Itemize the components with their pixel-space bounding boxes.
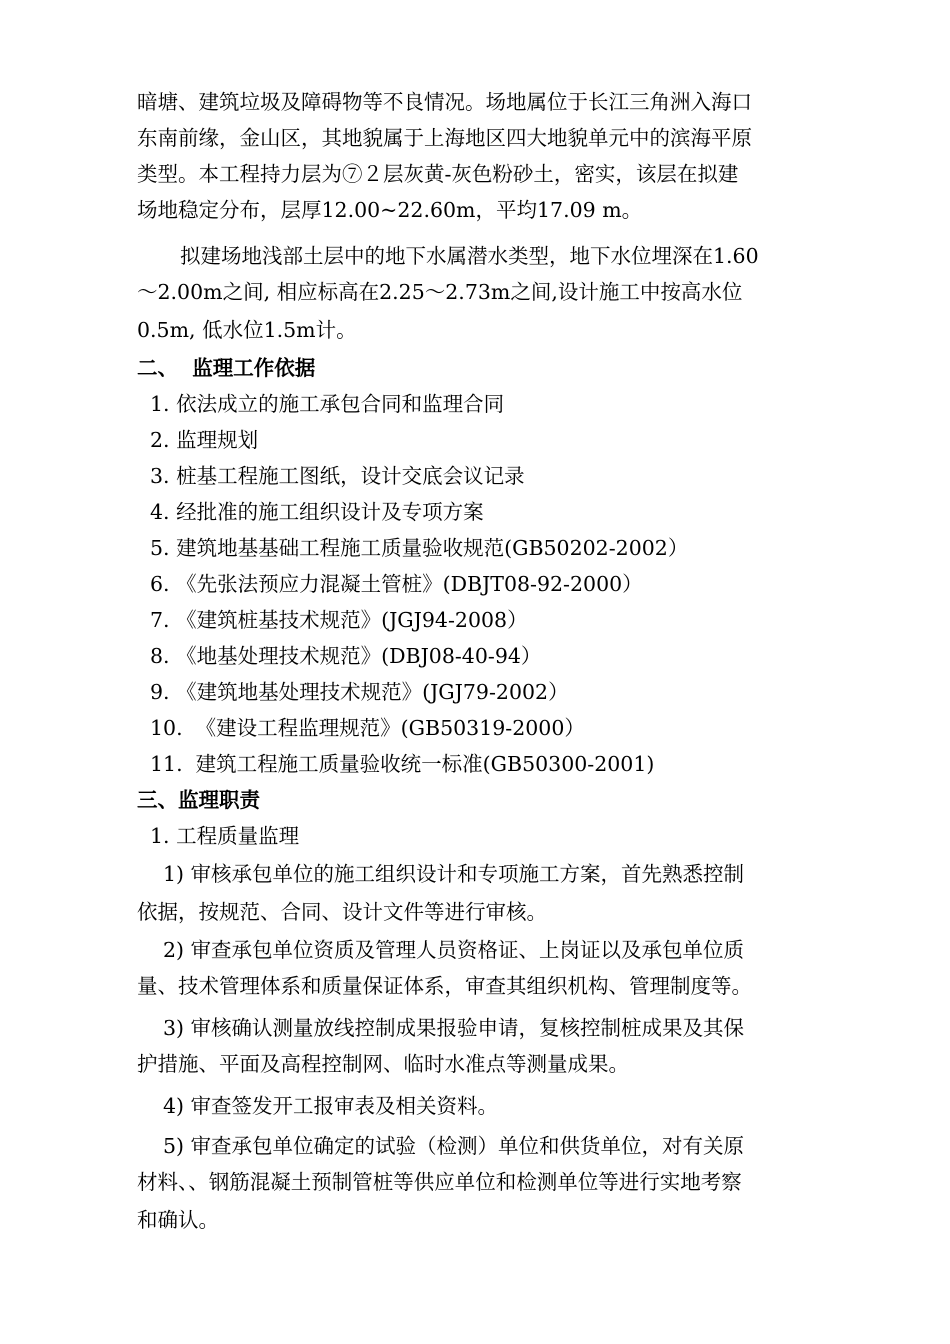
duty-line: 4) 审查签发开工报审表及相关资料。: [163, 1094, 499, 1118]
duty-line: 依据，按规范、合同、设计文件等进行审核。: [137, 900, 547, 924]
basis-item: 2. 监理规划: [150, 428, 259, 452]
duty-line: 材料、、钢筋混凝土预制管桩等供应单位和检测单位等进行实地考察: [137, 1170, 742, 1194]
duty-line: 和确认。: [137, 1208, 219, 1232]
duty-line: 2) 审查承包单位资质及管理人员资格证、上岗证以及承包单位质: [163, 938, 745, 962]
duty-line: 量、技术管理体系和质量保证体系，审查其组织机构、管理制度等。: [137, 974, 752, 998]
basis-item: 8. 《地基处理技术规范》(DBJ08-40-94）: [150, 644, 542, 668]
intro-line: 东南前缘，金山区，其地貌属于上海地区四大地貌单元中的滨海平原: [137, 126, 752, 150]
duty-line: 1) 审核承包单位的施工组织设计和专项施工方案，首先熟悉控制: [163, 862, 745, 886]
duty-line: 护措施、平面及高程控制网、临时水准点等测量成果。: [137, 1052, 629, 1076]
basis-item: 5. 建筑地基基础工程施工质量验收规范(GB50202-2002）: [150, 536, 689, 560]
basis-item: 7. 《建筑桩基技术规范》(JGJ94-2008）: [150, 608, 528, 632]
intro-line: 0.5m, 低水位1.5m计。: [137, 318, 357, 342]
basis-item: 11. 建筑工程施工质量验收统一标准(GB50300-2001): [150, 752, 655, 776]
intro-line: 拟建场地浅部土层中的地下水属潜水类型，地下水位埋深在1.60: [180, 244, 759, 268]
duty-line: 3) 审核确认测量放线控制成果报验申请，复核控制桩成果及其保: [163, 1016, 745, 1040]
basis-item: 9. 《建筑地基处理技术规范》(JGJ79-2002）: [150, 680, 569, 704]
basis-item: 6. 《先张法预应力混凝土管桩》(DBJT08-92-2000）: [150, 572, 643, 596]
intro-line: ～2.00m之间, 相应标高在2.25～2.73m之间,设计施工中按高水位: [137, 280, 743, 304]
section-heading: 三、监理职责: [137, 788, 260, 812]
section-heading: 二、 监理工作依据: [137, 356, 316, 380]
duty-line: 5) 审查承包单位确定的试验（检测）单位和供货单位，对有关原: [163, 1134, 745, 1158]
intro-line: 暗塘、建筑垃圾及障碍物等不良情况。场地属位于长江三角洲入海口: [137, 90, 752, 114]
subsection-title: 1. 工程质量监理: [150, 824, 300, 848]
intro-line: 类型。本工程持力层为⑦２层灰黄-灰色粉砂土，密实，该层在拟建: [137, 162, 739, 186]
basis-item: 1. 依法成立的施工承包合同和监理合同: [150, 392, 505, 416]
intro-line: 场地稳定分布，层厚12.00~22.60m，平均17.09 m。: [137, 198, 643, 222]
basis-item: 3. 桩基工程施工图纸，设计交底会议记录: [150, 464, 525, 488]
basis-item: 10. 《建设工程监理规范》(GB50319-2000）: [150, 716, 585, 740]
basis-item: 4. 经批准的施工组织设计及专项方案: [150, 500, 484, 524]
